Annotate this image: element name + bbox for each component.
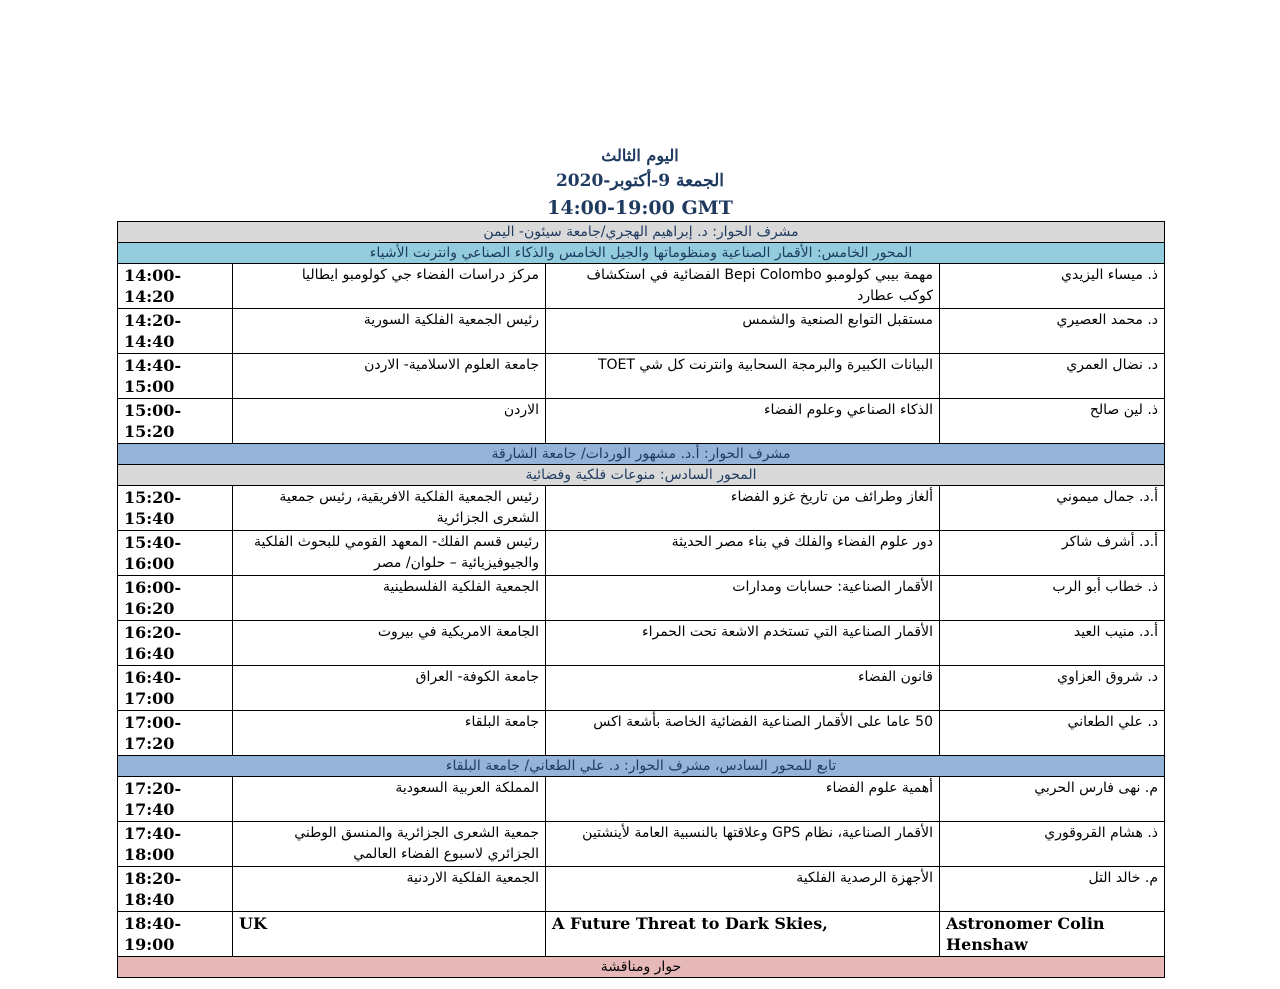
session-time: 17:40-18:00 [118, 822, 233, 867]
time-range-title: 14:00-19:00 GMT [547, 197, 733, 219]
session-row [118, 309, 1165, 354]
session-affiliation: الاردن [233, 399, 546, 444]
session-row [118, 399, 1165, 444]
session-topic: A Future Threat to Dark Skies, [546, 912, 940, 957]
session-time: 14:40-15:00 [118, 354, 233, 399]
session-time: 17:00-17:20 [118, 711, 233, 756]
session-speaker: ذ. ميساء اليزيدي [940, 264, 1165, 309]
session-speaker: أ.د. منيب العيد [940, 621, 1165, 666]
session-time: 16:40-17:00 [118, 666, 233, 711]
session-time: 15:00-15:20 [118, 399, 233, 444]
session-affiliation: الجمعية الفلكية الفلسطينية [233, 576, 546, 621]
session-time: 16:20-16:40 [118, 621, 233, 666]
session-topic: الأقمار الصناعية، نظام GPS وعلاقتها بالنسبية العامة لأينشتين [546, 822, 940, 867]
session-row [118, 486, 1165, 531]
session-speaker: د. علي الطعاني [940, 711, 1165, 756]
session-topic: أهمية علوم الفضاء [546, 777, 940, 822]
session-topic: قانون الفضاء [546, 666, 940, 711]
session-time: 16:00-16:20 [118, 576, 233, 621]
session-affiliation: الجامعة الامريكية في بيروت [233, 621, 546, 666]
session-topic: ألغاز وطرائف من تاريخ غزو الفضاء [546, 486, 940, 531]
session-time: 18:20-18:40 [118, 867, 233, 912]
session-affiliation: جمعية الشعرى الجزائرية والمنسق الوطني الجزائري لاسبوع الفضاء العالمي [233, 822, 546, 867]
section-banner: مشرف الحوار: أ.د. مشهور الوردات/ جامعة الشارقة [118, 444, 1165, 465]
session-affiliation: جامعة العلوم الاسلامية- الاردن [233, 354, 546, 399]
session-row [118, 912, 1165, 957]
section-banner-row [118, 465, 1165, 486]
section-banner-row [118, 243, 1165, 264]
session-row [118, 822, 1165, 867]
session-time: 15:20-15:40 [118, 486, 233, 531]
session-row [118, 264, 1165, 309]
section-banner: المحور الخامس: الأقمار الصناعية ومنظوماتها والجيل الخامس والذكاء الصناعي وانترنت الأشياء [118, 243, 1165, 264]
session-speaker: د. شروق العزاوي [940, 666, 1165, 711]
session-speaker: ذ. لين صالح [940, 399, 1165, 444]
session-time: 15:40-16:00 [118, 531, 233, 576]
session-speaker: أ.د. أشرف شاكر [940, 531, 1165, 576]
session-topic: 50 عاما على الأقمار الصناعية الفضائية الخاصة بأشعة اكس [546, 711, 940, 756]
session-affiliation: رئيس قسم الفلك- المعهد القومي للبحوث الفلكية والجيوفيزيائية – حلوان/ مصر [233, 531, 546, 576]
session-speaker: أ.د. جمال ميموني [940, 486, 1165, 531]
session-affiliation: المملكة العربية السعودية [233, 777, 546, 822]
session-row [118, 777, 1165, 822]
session-affiliation: مركز دراسات الفضاء جي كولومبو ايطاليا [233, 264, 546, 309]
session-topic: مهمة بيبي كولومبو Bepi Colombo الفضائية في استكشاف كوكب عطارد [546, 264, 940, 309]
session-row [118, 621, 1165, 666]
session-speaker: م. خالد التل [940, 867, 1165, 912]
session-row [118, 576, 1165, 621]
session-affiliation: UK [233, 912, 546, 957]
section-banner-row [118, 957, 1165, 978]
session-row [118, 711, 1165, 756]
section-banner-row [118, 756, 1165, 777]
session-time: 18:40-19:00 [118, 912, 233, 957]
session-topic: الذكاء الصناعي وعلوم الفضاء [546, 399, 940, 444]
session-affiliation: الجمعية الفلكية الاردنية [233, 867, 546, 912]
session-time: 17:20-17:40 [118, 777, 233, 822]
session-row [118, 666, 1165, 711]
session-row [118, 867, 1165, 912]
session-topic: الأجهزة الرصدية الفلكية [546, 867, 940, 912]
section-banner: المحور السادس: منوعات فلكية وفضائية [118, 465, 1165, 486]
section-banner: حوار ومناقشة [118, 957, 1165, 978]
session-time: 14:20-14:40 [118, 309, 233, 354]
session-speaker: ذ. خطاب أبو الرب [940, 576, 1165, 621]
section-banner-row [118, 222, 1165, 243]
session-topic: البيانات الكبيرة والبرمجة السحابية وانترنت كل شي TOET [546, 354, 940, 399]
session-speaker: Astronomer Colin Henshaw [940, 912, 1165, 957]
date-title: الجمعة 9-أكتوبر-2020 [555, 171, 725, 191]
schedule-table [117, 221, 1165, 978]
session-row [118, 531, 1165, 576]
session-row [118, 354, 1165, 399]
section-banner: تابع للمحور السادس، مشرف الحوار: د. علي الطعاني/ جامعة البلقاء [118, 756, 1165, 777]
day-title: اليوم الثالث [601, 146, 679, 165]
section-banner-row [118, 444, 1165, 465]
session-topic: الأقمار الصناعية: حسابات ومدارات [546, 576, 940, 621]
session-speaker: د. نضال العمري [940, 354, 1165, 399]
session-time: 14:00-14:20 [118, 264, 233, 309]
session-topic: مستقبل التوابع الصنعية والشمس [546, 309, 940, 354]
session-affiliation: جامعة الكوفة- العراق [233, 666, 546, 711]
session-speaker: د. محمد العصيري [940, 309, 1165, 354]
session-affiliation: رئيس الجمعية الفلكية الافريقية، رئيس جمعية الشعرى الجزائرية [233, 486, 546, 531]
session-speaker: ذ. هشام القروقوري [940, 822, 1165, 867]
section-banner: مشرف الحوار: د. إبراهيم الهجري/جامعة سيئون- اليمن [118, 222, 1165, 243]
session-affiliation: جامعة البلقاء [233, 711, 546, 756]
session-affiliation: رئيس الجمعية الفلكية السورية [233, 309, 546, 354]
session-topic: دور علوم الفضاء والفلك في بناء مصر الحديثة [546, 531, 940, 576]
session-speaker: م. نهى فارس الحربي [940, 777, 1165, 822]
session-topic: الأقمار الصناعية التي تستخدم الاشعة تحت الحمراء [546, 621, 940, 666]
